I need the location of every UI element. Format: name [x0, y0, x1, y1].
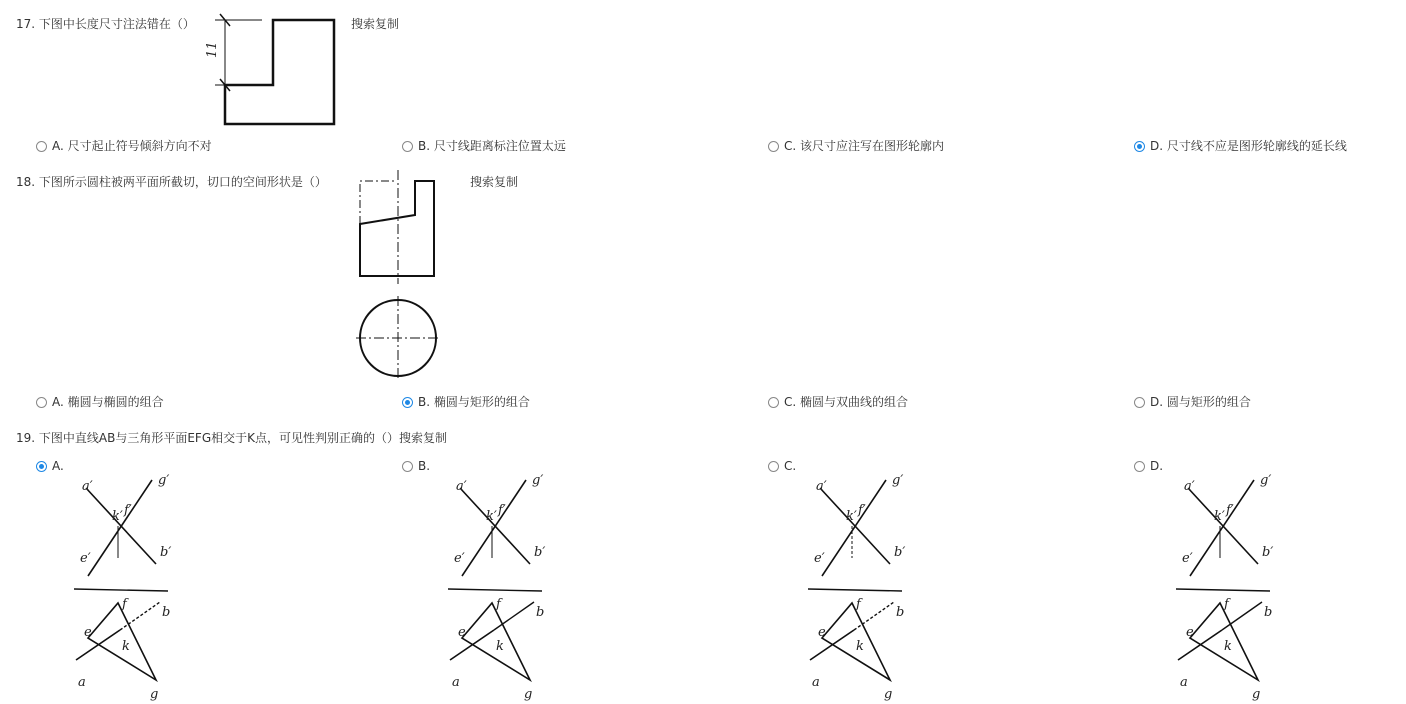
q17-option-d[interactable]: [1134, 139, 1347, 153]
label-b-prime: b′: [534, 545, 546, 560]
line-eg-prime: [462, 480, 526, 576]
q19-figure-b[interactable]: [446, 458, 554, 704]
q18-option-d[interactable]: [1134, 395, 1251, 409]
q17-option-a-radio[interactable]: [36, 141, 47, 152]
projection-axis: [448, 589, 542, 591]
line-ak: [1178, 630, 1222, 660]
q19-option-d[interactable]: [1134, 459, 1163, 473]
question-19-title-text: 19. 下图中直线AB与三角形平面EFG相交于K点，可见性判别正确的（）: [16, 431, 399, 445]
label-f: f: [1224, 597, 1229, 612]
question-19-title: [16, 430, 447, 446]
label-g-prime: g′: [532, 473, 544, 488]
q19-figure-c[interactable]: [806, 458, 914, 704]
search-copy-button-19[interactable]: 搜索复制: [399, 431, 448, 445]
q19-option-b-label: B.: [418, 459, 431, 473]
question-18-title: 18. 下图所示圆柱被两平面所截切，切口的空间形状是（）: [16, 175, 327, 189]
label-a-prime: a′: [456, 479, 467, 494]
label-e: e: [1186, 625, 1194, 640]
q17-option-a-label: A. 尺寸起止符号倾斜方向不对: [52, 139, 212, 153]
q17-option-b-radio[interactable]: [402, 141, 413, 152]
label-g: g: [1252, 687, 1261, 702]
label-a: a: [78, 675, 86, 690]
label-f-prime: f′: [858, 503, 866, 518]
projection-axis: [1176, 589, 1270, 591]
label-e-prime: e′: [454, 551, 465, 566]
q17-option-c-label: C. 该尺寸应注写在图形轮廓内: [784, 139, 945, 153]
q18-option-c-label: C. 椭圆与双曲线的组合: [784, 395, 909, 409]
question-17-title: 17. 下图中长度尺寸注法错在（）: [16, 17, 195, 31]
label-f-prime: f′: [1226, 503, 1234, 518]
q18-option-b[interactable]: [402, 395, 530, 409]
label-a-prime: a′: [82, 479, 93, 494]
label-k-prime: k′: [112, 509, 123, 524]
label-a-prime: a′: [816, 479, 827, 494]
q18-option-c-radio[interactable]: [768, 397, 779, 408]
label-k: k: [856, 639, 864, 654]
label-a-prime: a′: [1184, 479, 1195, 494]
line-eg-prime: [88, 480, 152, 576]
label-k: k: [496, 639, 504, 654]
label-b: b: [896, 605, 905, 620]
q19-option-b-radio[interactable]: [402, 461, 413, 472]
label-b-prime: b′: [1262, 545, 1274, 560]
dimension-label: 11: [205, 41, 220, 58]
label-g-prime: g′: [892, 473, 904, 488]
q18-option-d-label: D. 圆与矩形的组合: [1150, 395, 1251, 409]
q18-option-b-radio[interactable]: [402, 397, 413, 408]
label-f: f: [856, 597, 861, 612]
q19-option-a[interactable]: [36, 459, 64, 473]
q17-option-c[interactable]: [768, 139, 944, 153]
q17-option-b-label: B. 尺寸线距离标注位置太远: [418, 139, 566, 153]
q18-option-d-radio[interactable]: [1134, 397, 1145, 408]
q17-option-d-radio[interactable]: [1134, 141, 1145, 152]
label-e: e: [458, 625, 466, 640]
q18-option-a[interactable]: [36, 395, 164, 409]
label-f: f: [496, 597, 501, 612]
projection-axis: [808, 589, 902, 591]
q19-option-d-label: D.: [1150, 459, 1164, 473]
q17-option-b[interactable]: [402, 139, 566, 153]
question-17-figure: [205, 12, 350, 130]
q19-option-d-radio[interactable]: [1134, 461, 1145, 472]
q18-option-a-radio[interactable]: [36, 397, 47, 408]
label-k-prime: k′: [486, 509, 497, 524]
label-e-prime: e′: [80, 551, 91, 566]
label-e-prime: e′: [814, 551, 825, 566]
line-eg-prime: [1190, 480, 1254, 576]
q17-option-a[interactable]: [36, 139, 212, 153]
line-ak: [450, 630, 494, 660]
q17-option-c-radio[interactable]: [768, 141, 779, 152]
label-b: b: [1264, 605, 1273, 620]
question-18-figure: [352, 168, 448, 384]
label-f-prime: f′: [498, 503, 506, 518]
label-a: a: [812, 675, 820, 690]
q19-option-b[interactable]: [402, 459, 430, 473]
label-k: k: [1224, 639, 1232, 654]
q19-option-c-label: C.: [784, 459, 797, 473]
label-f-prime: f′: [124, 503, 132, 518]
label-g: g: [150, 687, 159, 702]
q19-option-a-label: A.: [52, 459, 64, 473]
label-a: a: [1180, 675, 1188, 690]
label-e-prime: e′: [1182, 551, 1193, 566]
projection-axis: [74, 589, 168, 591]
label-g: g: [884, 687, 893, 702]
q19-option-a-radio[interactable]: [36, 461, 47, 472]
label-a: a: [452, 675, 460, 690]
label-e: e: [818, 625, 826, 640]
q19-figure-d[interactable]: [1174, 458, 1282, 704]
line-ak: [76, 630, 120, 660]
label-k-prime: k′: [1214, 509, 1225, 524]
label-g-prime: g′: [158, 473, 170, 488]
q19-option-c-radio[interactable]: [768, 461, 779, 472]
search-copy-button-18[interactable]: 搜索复制: [470, 175, 519, 189]
label-b-prime: b′: [894, 545, 906, 560]
q18-option-a-label: A. 椭圆与椭圆的组合: [52, 395, 164, 409]
line-ak: [810, 630, 854, 660]
label-b-prime: b′: [160, 545, 172, 560]
label-b: b: [162, 605, 171, 620]
label-g: g: [524, 687, 533, 702]
label-e: e: [84, 625, 92, 640]
line-eg-prime: [822, 480, 886, 576]
q19-figure-a[interactable]: [72, 458, 180, 704]
q18-option-b-label: B. 椭圆与矩形的组合: [418, 395, 530, 409]
label-k-prime: k′: [846, 509, 857, 524]
search-copy-button-17[interactable]: 搜索复制: [351, 17, 400, 31]
q19-option-c[interactable]: [768, 459, 796, 473]
label-b: b: [536, 605, 545, 620]
q17-option-d-label: D. 尺寸线不应是图形轮廓线的延长线: [1150, 139, 1347, 153]
label-k: k: [122, 639, 130, 654]
q18-option-c[interactable]: [768, 395, 908, 409]
label-g-prime: g′: [1260, 473, 1272, 488]
label-f: f: [122, 597, 127, 612]
